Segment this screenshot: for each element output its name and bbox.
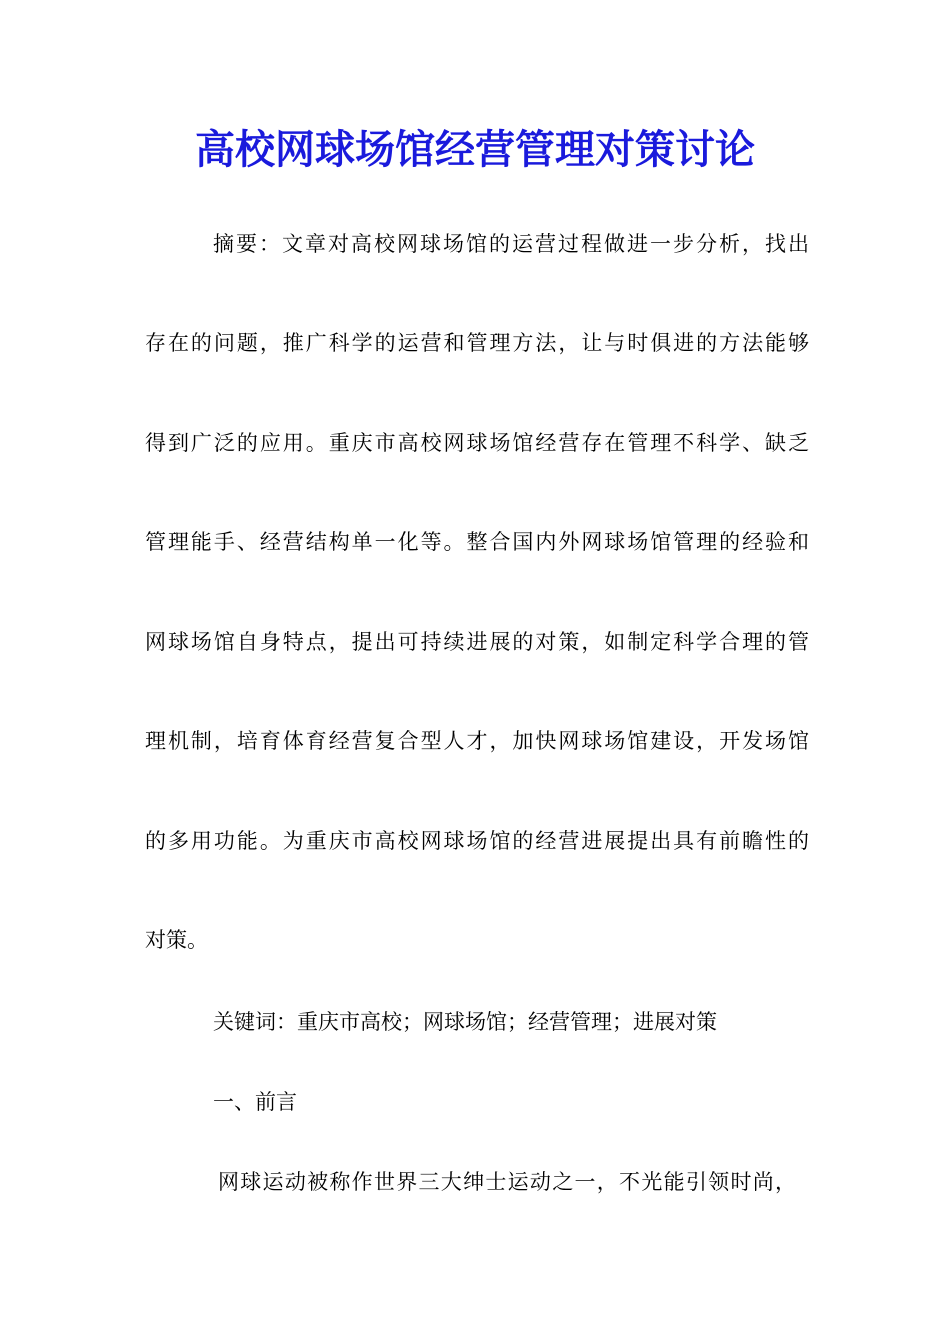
keywords-line: 关键词：重庆市高校；网球场馆；经营管理；进展对策 (213, 1010, 717, 1034)
section-heading: 一、前言 (213, 1090, 297, 1114)
abstract-line-2: 存在的问题，推广科学的运营和管理方法，让与时俱进的方法能够 (145, 331, 809, 355)
abstract-line-8: 对策。 (145, 928, 208, 952)
abstract-line-4: 管理能手、经营结构单一化等。整合国内外网球场馆管理的经验和 (145, 530, 809, 554)
abstract-line-1: 摘要：文章对高校网球场馆的运营过程做进一步分析，找出 (213, 232, 809, 256)
abstract-line-3: 得到广泛的应用。重庆市高校网球场馆经营存在管理不科学、缺乏 (145, 431, 809, 455)
body-paragraph-line-1: 网球运动被称作世界三大绅士运动之一，不光能引领时尚， (218, 1170, 796, 1194)
abstract-line-5: 网球场馆自身特点，提出可持续进展的对策，如制定科学合理的管 (145, 630, 809, 654)
abstract-line-7: 的多用功能。为重庆市高校网球场馆的经营进展提出具有前瞻性的 (145, 829, 809, 853)
abstract-line-6: 理机制，培育体育经营复合型人才，加快网球场馆建设，开发场馆 (145, 729, 809, 753)
document-title: 高校网球场馆经营管理对策讨论 (195, 126, 755, 173)
